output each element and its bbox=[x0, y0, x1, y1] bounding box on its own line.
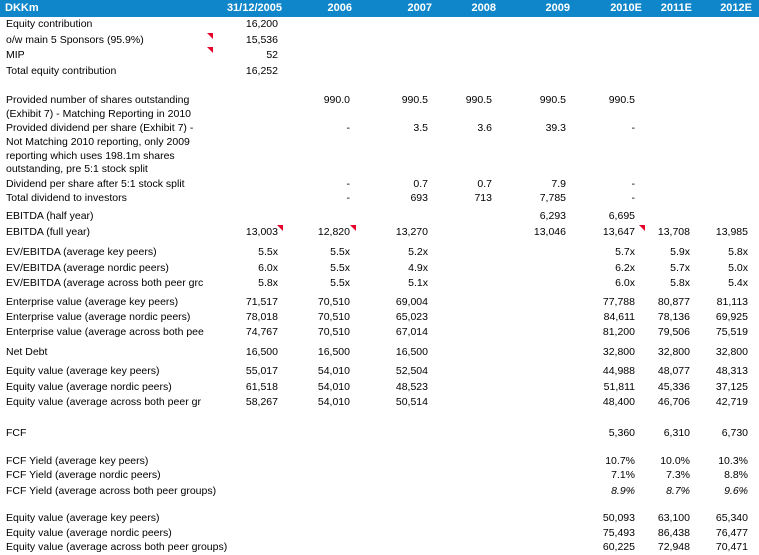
row-label-eqv2-both: Equity value (average across both peer groups) bbox=[6, 541, 228, 553]
cell-ev-ebitda-key-2012e[interactable]: 5.8x bbox=[728, 246, 748, 258]
row-label-ebitda-full: EBITDA (full year) bbox=[6, 226, 91, 238]
cell-ev-key-2007[interactable]: 69,004 bbox=[395, 296, 428, 308]
cell-mip-31-12-2005[interactable]: 52 bbox=[266, 49, 278, 61]
col-header-2008: 2008 bbox=[471, 2, 496, 14]
cell-total-dividend-2008[interactable]: 713 bbox=[474, 192, 492, 204]
cell-ev-ebitda-key-2011e[interactable]: 5.9x bbox=[670, 246, 690, 258]
cell-ebitda-full-2009[interactable]: 13,046 bbox=[533, 226, 566, 238]
cell-eqv2-nordic-2010e[interactable]: 75,493 bbox=[602, 527, 635, 539]
row-label-total-dividend: Total dividend to investors bbox=[6, 192, 127, 204]
cell-ev-key-2010e[interactable]: 77,788 bbox=[602, 296, 635, 308]
cell-eqv-both-2012e[interactable]: 42,719 bbox=[715, 396, 748, 408]
cell-fcf-yield-nordic-2010e[interactable]: 7.1% bbox=[611, 469, 635, 481]
row-label-ev-ebitda-nordic: EV/EBITDA (average nordic peers) bbox=[6, 262, 169, 274]
row-label-dividend-per-share: Provided dividend per share (Exhibit 7) - Not Matching 2010 reporting, only 2009 reporting which uses 198.1m shares outstanding, pre 5:1 stock split bbox=[6, 122, 194, 176]
cell-eqv2-both-2012e[interactable]: 70,471 bbox=[715, 541, 748, 553]
cell-eqv2-nordic-2011e[interactable]: 86,438 bbox=[657, 527, 690, 539]
row-label-ev-ebitda-both: EV/EBITDA (average across both peer grc bbox=[6, 277, 204, 289]
col-header-2010e: 2010E bbox=[610, 2, 642, 14]
row-label-eqv-key: Equity value (average key peers) bbox=[6, 365, 160, 377]
cell-ev-nordic-2011e[interactable]: 78,136 bbox=[657, 311, 690, 323]
cell-dividend-per-share-2008[interactable]: 3.6 bbox=[477, 122, 492, 134]
cell-ev-ebitda-both-2011e[interactable]: 5.8x bbox=[670, 277, 690, 289]
cell-eqv-both-2007[interactable]: 50,514 bbox=[395, 396, 428, 408]
cell-shares-outstanding-2010e[interactable]: 990.5 bbox=[608, 94, 635, 106]
row-label-equity-contribution: Equity contribution bbox=[6, 18, 93, 30]
cell-dividend-per-share-2010e[interactable]: - bbox=[631, 122, 635, 134]
cell-ev-ebitda-key-31-12-2005[interactable]: 5.5x bbox=[258, 246, 278, 258]
cell-ev-ebitda-key-2006[interactable]: 5.5x bbox=[330, 246, 350, 258]
row-label-eqv2-nordic: Equity value (average nordic peers) bbox=[6, 527, 172, 539]
cell-ev-ebitda-key-2010e[interactable]: 5.7x bbox=[615, 246, 635, 258]
cell-eqv-key-2011e[interactable]: 48,077 bbox=[657, 365, 690, 377]
cell-fcf-2010e[interactable]: 5,360 bbox=[608, 427, 635, 439]
cell-ev-ebitda-both-31-12-2005[interactable]: 5.8x bbox=[258, 277, 278, 289]
cell-total-dividend-2009[interactable]: 7,785 bbox=[539, 192, 566, 204]
cell-eqv-both-2010e[interactable]: 48,400 bbox=[602, 396, 635, 408]
cell-main-sponsors-31-12-2005[interactable]: 15,536 bbox=[245, 34, 278, 46]
comment-flag[interactable] bbox=[207, 47, 213, 53]
cell-ev-both-2010e[interactable]: 81,200 bbox=[602, 326, 635, 338]
row-label-ev-key: Enterprise value (average key peers) bbox=[6, 296, 179, 308]
comment-flag[interactable] bbox=[277, 225, 283, 231]
comment-flag[interactable] bbox=[350, 225, 356, 231]
cell-eqv2-both-2011e[interactable]: 72,948 bbox=[657, 541, 690, 553]
cell-dps-after-split-2007[interactable]: 0.7 bbox=[413, 178, 428, 190]
col-header-2012e: 2012E bbox=[720, 2, 752, 14]
cell-shares-outstanding-2009[interactable]: 990.5 bbox=[539, 94, 566, 106]
cell-dividend-per-share-2007[interactable]: 3.5 bbox=[413, 122, 428, 134]
cell-eqv-key-2012e[interactable]: 48,313 bbox=[715, 365, 748, 377]
cell-eqv2-key-2010e[interactable]: 50,093 bbox=[602, 512, 635, 524]
cell-ev-both-2012e[interactable]: 75,519 bbox=[715, 326, 748, 338]
cell-ev-both-31-12-2005[interactable]: 74,767 bbox=[245, 326, 278, 338]
cell-ev-nordic-2012e[interactable]: 69,925 bbox=[715, 311, 748, 323]
row-label-eqv-nordic: Equity value (average nordic peers) bbox=[6, 381, 172, 393]
cell-eqv2-key-2011e[interactable]: 63,100 bbox=[657, 512, 690, 524]
row-label-fcf-yield-both: FCF Yield (average across both peer groups) bbox=[6, 485, 217, 497]
row-label-mip: MIP bbox=[6, 49, 25, 61]
cell-eqv-nordic-2006[interactable]: 54,010 bbox=[317, 381, 350, 393]
cell-eqv-both-2011e[interactable]: 46,706 bbox=[657, 396, 690, 408]
cell-eqv-both-31-12-2005[interactable]: 58,267 bbox=[245, 396, 278, 408]
cell-dps-after-split-2008[interactable]: 0.7 bbox=[477, 178, 492, 190]
cell-total-equity-31-12-2005[interactable]: 16,252 bbox=[245, 65, 278, 77]
cell-ev-key-31-12-2005[interactable]: 71,517 bbox=[245, 296, 278, 308]
cell-fcf-yield-both-2011e[interactable]: 8.7% bbox=[666, 485, 690, 497]
row-label-fcf: FCF bbox=[6, 427, 27, 439]
cell-shares-outstanding-2008[interactable]: 990.5 bbox=[465, 94, 492, 106]
cell-net-debt-2010e[interactable]: 32,800 bbox=[602, 346, 635, 358]
cell-dividend-per-share-2009[interactable]: 39.3 bbox=[545, 122, 566, 134]
cell-ev-nordic-2007[interactable]: 65,023 bbox=[395, 311, 428, 323]
cell-fcf-2011e[interactable]: 6,310 bbox=[663, 427, 690, 439]
row-label-total-equity: Total equity contribution bbox=[6, 65, 117, 77]
row-label-main-sponsors: o/w main 5 Sponsors (95.9%) bbox=[6, 34, 144, 46]
cell-eqv2-both-2010e[interactable]: 60,225 bbox=[602, 541, 635, 553]
cell-fcf-yield-both-2010e[interactable]: 8.9% bbox=[611, 485, 635, 497]
col-header-2007: 2007 bbox=[407, 2, 432, 14]
cell-ev-nordic-2006[interactable]: 70,510 bbox=[317, 311, 350, 323]
cell-ev-ebitda-nordic-2006[interactable]: 5.5x bbox=[330, 262, 350, 274]
row-label-eqv2-key: Equity value (average key peers) bbox=[6, 512, 160, 524]
col-header-2011e: 2011E bbox=[660, 2, 692, 14]
cell-eqv-nordic-2012e[interactable]: 37,125 bbox=[715, 381, 748, 393]
cell-fcf-yield-key-2011e[interactable]: 10.0% bbox=[660, 455, 690, 467]
cell-ebitda-full-2010e[interactable]: 13,647 bbox=[602, 226, 635, 238]
cell-eqv-key-31-12-2005[interactable]: 55,017 bbox=[245, 365, 278, 377]
cell-eqv2-key-2012e[interactable]: 65,340 bbox=[715, 512, 748, 524]
cell-ev-key-2011e[interactable]: 80,877 bbox=[657, 296, 690, 308]
cell-total-dividend-2007[interactable]: 693 bbox=[410, 192, 428, 204]
cell-equity-contribution-31-12-2005[interactable]: 16,200 bbox=[245, 18, 278, 30]
cell-ev-ebitda-nordic-2011e[interactable]: 5.7x bbox=[670, 262, 690, 274]
cell-ev-both-2006[interactable]: 70,510 bbox=[317, 326, 350, 338]
cell-fcf-yield-both-2012e[interactable]: 9.6% bbox=[724, 485, 748, 497]
cell-shares-outstanding-2006[interactable]: 990.0 bbox=[323, 94, 350, 106]
cell-ebitda-half-2010e[interactable]: 6,695 bbox=[608, 210, 635, 222]
col-header-2006: 2006 bbox=[327, 2, 352, 14]
cell-fcf-yield-nordic-2012e[interactable]: 8.8% bbox=[724, 469, 748, 481]
cell-dps-after-split-2010e[interactable]: - bbox=[631, 178, 635, 190]
comment-flag[interactable] bbox=[639, 225, 645, 231]
cell-ev-ebitda-both-2007[interactable]: 5.1x bbox=[408, 277, 428, 289]
cell-fcf-yield-nordic-2011e[interactable]: 7.3% bbox=[666, 469, 690, 481]
cell-eqv2-nordic-2012e[interactable]: 76,477 bbox=[715, 527, 748, 539]
cell-ev-ebitda-key-2007[interactable]: 5.2x bbox=[408, 246, 428, 258]
cell-total-dividend-2010e[interactable]: - bbox=[631, 192, 635, 204]
cell-ev-ebitda-both-2010e[interactable]: 6.0x bbox=[615, 277, 635, 289]
cell-net-debt-31-12-2005[interactable]: 16,500 bbox=[245, 346, 278, 358]
cell-ev-nordic-31-12-2005[interactable]: 78,018 bbox=[245, 311, 278, 323]
cell-ebitda-full-2011e[interactable]: 13,708 bbox=[657, 226, 690, 238]
cell-eqv-key-2007[interactable]: 52,504 bbox=[395, 365, 428, 377]
cell-ev-ebitda-nordic-2010e[interactable]: 6.2x bbox=[615, 262, 635, 274]
col-header-2009: 2009 bbox=[545, 2, 570, 14]
row-label-ev-nordic: Enterprise value (average nordic peers) bbox=[6, 311, 191, 323]
cell-eqv-key-2006[interactable]: 54,010 bbox=[317, 365, 350, 377]
cell-fcf-yield-key-2012e[interactable]: 10.3% bbox=[718, 455, 748, 467]
row-label-ev-ebitda-key: EV/EBITDA (average key peers) bbox=[6, 246, 157, 258]
header-bar bbox=[0, 0, 759, 17]
cell-dps-after-split-2009[interactable]: 7.9 bbox=[551, 178, 566, 190]
cell-ev-ebitda-nordic-2007[interactable]: 4.9x bbox=[408, 262, 428, 274]
col-header-2005: 31/12/2005 bbox=[226, 2, 282, 14]
row-label-net-debt: Net Debt bbox=[6, 346, 48, 358]
row-label-dps-after-split: Dividend per share after 5:1 stock split bbox=[6, 178, 185, 190]
cell-total-dividend-2006[interactable]: - bbox=[346, 192, 350, 204]
cell-net-debt-2006[interactable]: 16,500 bbox=[317, 346, 350, 358]
cell-ev-ebitda-nordic-31-12-2005[interactable]: 6.0x bbox=[258, 262, 278, 274]
cell-ev-both-2007[interactable]: 67,014 bbox=[395, 326, 428, 338]
cell-ebitda-full-2007[interactable]: 13,270 bbox=[395, 226, 428, 238]
cell-net-debt-2011e[interactable]: 32,800 bbox=[657, 346, 690, 358]
cell-ebitda-full-2006[interactable]: 12,820 bbox=[317, 226, 350, 238]
comment-flag[interactable] bbox=[207, 33, 213, 39]
cell-eqv-nordic-2011e[interactable]: 45,336 bbox=[657, 381, 690, 393]
cell-fcf-yield-key-2010e[interactable]: 10.7% bbox=[605, 455, 635, 467]
cell-ev-ebitda-both-2012e[interactable]: 5.4x bbox=[728, 277, 748, 289]
unit-header: DKKm bbox=[5, 2, 39, 14]
cell-fcf-2012e[interactable]: 6,730 bbox=[721, 427, 748, 439]
cell-net-debt-2007[interactable]: 16,500 bbox=[395, 346, 428, 358]
cell-shares-outstanding-2007[interactable]: 990.5 bbox=[401, 94, 428, 106]
cell-net-debt-2012e[interactable]: 32,800 bbox=[715, 346, 748, 358]
cell-ev-key-2012e[interactable]: 81,113 bbox=[716, 296, 748, 308]
cell-ebitda-full-2012e[interactable]: 13,985 bbox=[715, 226, 748, 238]
cell-eqv-nordic-2007[interactable]: 48,523 bbox=[395, 381, 428, 393]
cell-ev-key-2006[interactable]: 70,510 bbox=[317, 296, 350, 308]
row-label-shares-outstanding: Provided number of shares outstanding (Exhibit 7) - Matching Reporting in 2010 bbox=[6, 94, 192, 120]
row-label-fcf-yield-nordic: FCF Yield (average nordic peers) bbox=[6, 469, 161, 481]
row-label-fcf-yield-key: FCF Yield (average key peers) bbox=[6, 455, 149, 467]
row-label-ev-both: Enterprise value (average across both pee bbox=[6, 326, 204, 338]
cell-ev-ebitda-nordic-2012e[interactable]: 5.0x bbox=[728, 262, 748, 274]
cell-dps-after-split-2006[interactable]: - bbox=[346, 178, 350, 190]
row-label-ebitda-half: EBITDA (half year) bbox=[6, 210, 94, 222]
cell-ebitda-half-2009[interactable]: 6,293 bbox=[539, 210, 566, 222]
row-label-eqv-both: Equity value (average across both peer gr bbox=[6, 396, 201, 408]
cell-dividend-per-share-2006[interactable]: - bbox=[346, 122, 350, 134]
cell-eqv-key-2010e[interactable]: 44,988 bbox=[602, 365, 635, 377]
cell-ev-ebitda-both-2006[interactable]: 5.5x bbox=[330, 277, 350, 289]
cell-ev-both-2011e[interactable]: 79,506 bbox=[657, 326, 690, 338]
cell-eqv-nordic-2010e[interactable]: 51,811 bbox=[603, 381, 635, 393]
cell-eqv-nordic-31-12-2005[interactable]: 61,518 bbox=[245, 381, 278, 393]
cell-ebitda-full-31-12-2005[interactable]: 13,003 bbox=[245, 226, 278, 238]
cell-eqv-both-2006[interactable]: 54,010 bbox=[317, 396, 350, 408]
cell-ev-nordic-2010e[interactable]: 84,611 bbox=[603, 311, 635, 323]
